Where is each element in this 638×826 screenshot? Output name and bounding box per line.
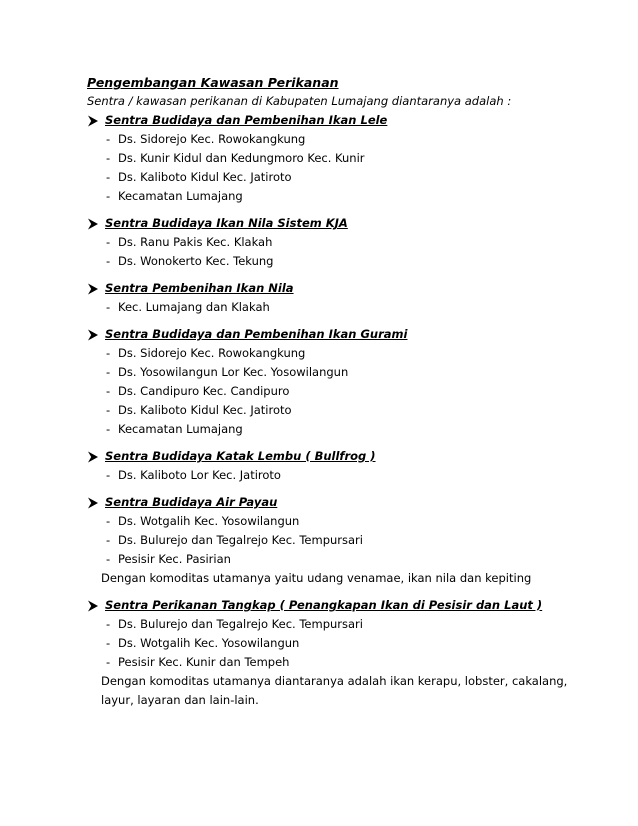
list-item-text: Kec. Lumajang dan Klakah [118, 300, 270, 314]
section-heading-text: Sentra Budidaya Ikan Nila Sistem KJA [105, 216, 348, 230]
list-item [106, 233, 587, 252]
section-heading [87, 447, 587, 466]
list-item [106, 466, 587, 485]
list-item-text: Ds. Kaliboto Kidul Kec. Jatiroto [118, 403, 292, 417]
dash-marker: - [106, 151, 111, 165]
section-heading [87, 325, 587, 344]
arrowhead-bullet-icon [87, 600, 105, 612]
list-item-text: Ds. Candipuro Kec. Candipuro [118, 384, 290, 398]
dash-marker: - [106, 636, 111, 650]
dash-marker: - [106, 384, 111, 398]
dash-marker: - [106, 468, 111, 482]
section-list [87, 111, 587, 710]
dash-marker: - [106, 132, 111, 146]
commodity-note: layur, layaran dan lain-lain. [101, 693, 259, 707]
list-item-text: Ds. Ranu Pakis Kec. Klakah [118, 235, 273, 249]
dash-marker: - [106, 655, 111, 669]
section-heading [87, 279, 587, 298]
list-item [106, 420, 587, 439]
dash-marker: - [106, 533, 111, 547]
list-item-text: Ds. Wotgalih Kec. Yosowilangun [118, 514, 300, 528]
section-heading-text: Sentra Budidaya Air Payau [105, 495, 278, 509]
list-item [106, 531, 587, 550]
list-item [106, 344, 587, 363]
list-item [106, 401, 587, 420]
section-heading [87, 111, 587, 130]
section-heading-text: Sentra Budidaya dan Pembenihan Ikan Gurami [105, 327, 408, 341]
list-item-text: Ds. Sidorejo Kec. Rowokangkung [118, 346, 306, 360]
dash-marker: - [106, 617, 111, 631]
arrowhead-bullet-icon [87, 283, 105, 295]
list-item-text: Pesisir Kec. Pasirian [118, 552, 231, 566]
list-item-text: Ds. Kaliboto Lor Kec. Jatiroto [118, 468, 281, 482]
list-item-text: Ds. Yosowilangun Lor Kec. Yosowilangun [118, 365, 349, 379]
list-item [106, 168, 587, 187]
list-item [106, 634, 587, 653]
section-heading [87, 596, 587, 615]
dash-marker: - [106, 346, 111, 360]
dash-marker: - [106, 254, 111, 268]
list-item-text: Ds. Bulurejo dan Tegalrejo Kec. Tempursari [118, 617, 363, 631]
list-item-text: Ds. Kunir Kidul dan Kedungmoro Kec. Kunir [118, 151, 365, 165]
dash-marker: - [106, 365, 111, 379]
list-item [106, 550, 587, 569]
arrowhead-bullet-icon [87, 497, 105, 509]
section [87, 111, 587, 206]
dash-marker: - [106, 422, 111, 436]
arrowhead-bullet-icon [87, 115, 105, 127]
section-heading-text: Sentra Budidaya dan Pembenihan Ikan Lele [105, 113, 388, 127]
list-item [106, 252, 587, 271]
list-item [106, 187, 587, 206]
dash-marker: - [106, 514, 111, 528]
list-item-text: Ds. Bulurejo dan Tegalrejo Kec. Tempursari [118, 533, 363, 547]
section [87, 447, 587, 485]
location-list [87, 466, 587, 485]
section-heading [87, 214, 587, 233]
section-heading-text: Sentra Pembenihan Ikan Nila [105, 281, 294, 295]
list-item [106, 382, 587, 401]
list-item-text: Ds. Sidorejo Kec. Rowokangkung [118, 132, 306, 146]
list-item [106, 363, 587, 382]
list-item [106, 149, 587, 168]
dash-marker: - [106, 170, 111, 184]
document-intro: Sentra / kawasan perikanan di Kabupaten Lumajang diantaranya adalah : [87, 94, 512, 108]
list-item [106, 298, 587, 317]
list-item-text: Pesisir Kec. Kunir dan Tempeh [118, 655, 290, 669]
location-list [87, 298, 587, 317]
section-heading-text: Sentra Perikanan Tangkap ( Penangkapan Ikan di Pesisir dan Laut ) [105, 598, 543, 612]
section-heading-text: Sentra Budidaya Katak Lembu ( Bullfrog ) [105, 449, 376, 463]
section [87, 325, 587, 439]
commodity-note: Dengan komoditas utamanya diantaranya adalah ikan kerapu, lobster, cakalang, [101, 674, 568, 688]
arrowhead-bullet-icon [87, 451, 105, 463]
list-item-text: Ds. Wotgalih Kec. Yosowilangun [118, 636, 300, 650]
location-list [87, 130, 587, 206]
location-list [87, 512, 587, 569]
list-item [106, 615, 587, 634]
location-list [87, 233, 587, 271]
document-title: Pengembangan Kawasan Perikanan [87, 75, 339, 90]
section [87, 214, 587, 271]
section [87, 279, 587, 317]
list-item [106, 512, 587, 531]
commodity-note: Dengan komoditas utamanya yaitu udang venamae, ikan nila dan kepiting [101, 571, 532, 585]
list-item [106, 130, 587, 149]
dash-marker: - [106, 189, 111, 203]
list-item [106, 653, 587, 672]
document-body [87, 74, 587, 710]
list-item-text: Ds. Kaliboto Kidul Kec. Jatiroto [118, 170, 292, 184]
location-list [87, 344, 587, 439]
dash-marker: - [106, 552, 111, 566]
dash-marker: - [106, 403, 111, 417]
arrowhead-bullet-icon [87, 218, 105, 230]
location-list [87, 615, 587, 672]
list-item-text: Kecamatan Lumajang [118, 189, 243, 203]
dash-marker: - [106, 235, 111, 249]
section [87, 596, 587, 710]
section [87, 493, 587, 588]
arrowhead-bullet-icon [87, 329, 105, 341]
list-item-text: Kecamatan Lumajang [118, 422, 243, 436]
dash-marker: - [106, 300, 111, 314]
list-item-text: Ds. Wonokerto Kec. Tekung [118, 254, 274, 268]
section-heading [87, 493, 587, 512]
